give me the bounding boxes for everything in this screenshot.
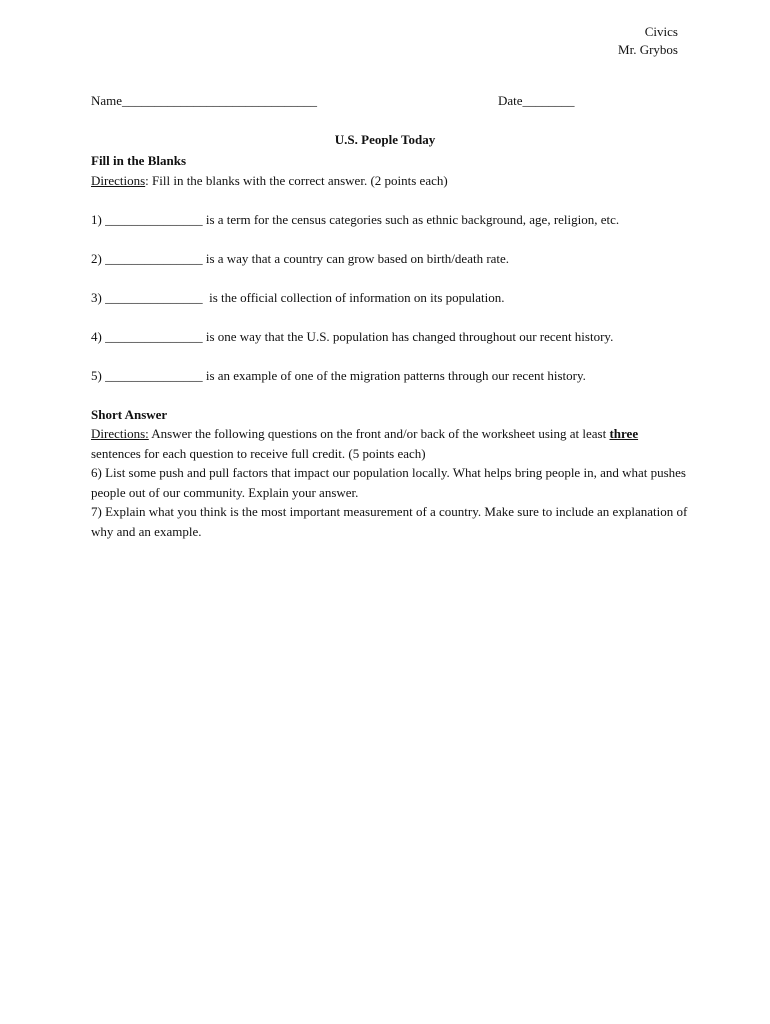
date-field: Date________	[498, 93, 575, 108]
header-block	[618, 23, 678, 59]
sa-directions-label: Directions:	[91, 426, 149, 441]
sa-directions-emphasis: three	[609, 426, 639, 441]
worksheet-content	[91, 151, 691, 541]
question-7: 7) Explain what you think is the most important measurement of a country. Make sure to include an explanation of why and an example.	[91, 504, 688, 539]
course-name: Civics	[644, 24, 678, 39]
directions-text: : Fill in the blanks with the correct answer. (2 points each)	[145, 172, 448, 188]
sa-directions-text-a: Answer the following questions on the front and/or back of the worksheet using at least	[148, 426, 610, 441]
question-5: 5) _______________ is an example of one of the migration patterns through our recent history.	[91, 367, 586, 383]
fill-in-heading: Fill in the Blanks	[91, 153, 186, 168]
name-field: Name______________________________	[91, 93, 318, 108]
short-answer-heading: Short Answer	[91, 406, 168, 422]
question-1: 1) _______________ is a term for the census categories such as ethnic background, age, religion, etc.	[91, 211, 620, 227]
teacher-name: Mr. Grybos	[618, 42, 678, 57]
short-answer-directions	[91, 424, 691, 463]
question-4: 4) _______________ is one way that the U.S. population has changed throughout our recent history.	[91, 328, 614, 344]
page-title: U.S. People Today	[334, 132, 436, 147]
question-2: 2) _______________ is a way that a country can grow based on birth/death rate.	[91, 250, 510, 266]
directions-label: Directions	[91, 172, 146, 188]
question-3: 3) _______________ is the official collection of information on its population.	[91, 289, 505, 305]
fill-in-directions	[91, 171, 691, 191]
question-6: 6) List some push and pull factors that impact our population locally. What helps bring people in, and what pushes people out of our community. Explain your answer.	[91, 465, 686, 500]
sa-directions-text-b: sentences for each question to receive full credit. (5 points each)	[91, 445, 426, 461]
